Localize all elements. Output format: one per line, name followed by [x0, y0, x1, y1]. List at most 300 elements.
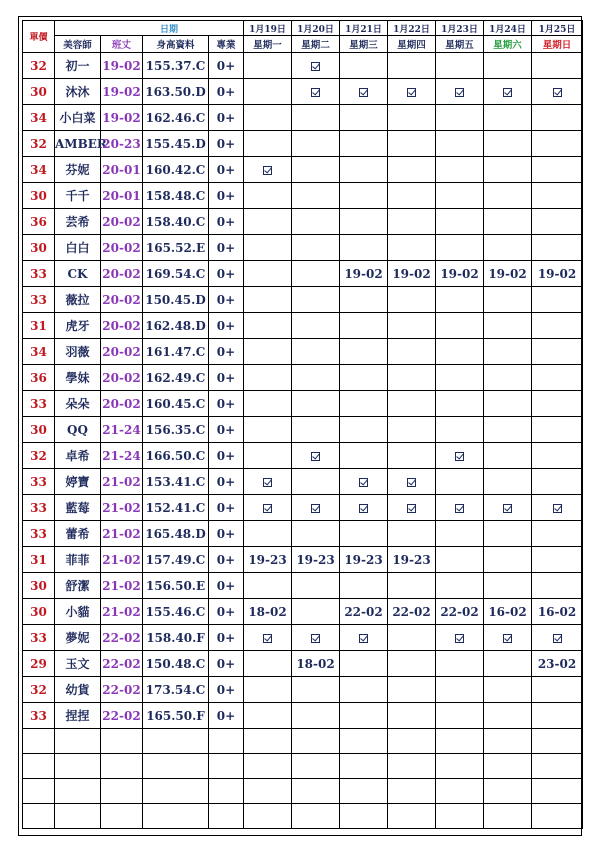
day-cell — [340, 677, 388, 703]
day-cell — [244, 131, 292, 157]
table-row — [23, 157, 583, 183]
empty-cell — [101, 804, 143, 829]
empty-cell — [292, 729, 340, 754]
beautician-name: 學妹 — [55, 365, 101, 391]
price-cell: 32 — [23, 53, 55, 79]
day-cell — [436, 625, 484, 651]
day-cell — [244, 677, 292, 703]
header-weekday: 星期四 — [388, 36, 436, 53]
empty-cell — [244, 804, 292, 829]
table-row — [23, 79, 583, 105]
empty-cell — [484, 729, 532, 754]
pro-cell: 0+ — [209, 183, 244, 209]
day-cell — [532, 105, 583, 131]
empty-cell — [532, 754, 583, 779]
shift-cell: 22-02 — [101, 677, 143, 703]
empty-cell — [23, 754, 55, 779]
beautician-name: 玉文 — [55, 651, 101, 677]
day-cell — [388, 313, 436, 339]
day-cell — [484, 469, 532, 495]
day-cell — [436, 313, 484, 339]
empty-cell — [55, 754, 101, 779]
body-info-cell: 150.45.D — [143, 287, 209, 313]
day-cell — [484, 495, 532, 521]
beautician-name: 小貓 — [55, 599, 101, 625]
shift-cell: 20-23 — [101, 131, 143, 157]
checkbox-checked-icon — [455, 634, 464, 643]
day-cell — [532, 573, 583, 599]
day-cell — [436, 183, 484, 209]
price-cell: 33 — [23, 521, 55, 547]
checkbox-checked-icon — [407, 88, 416, 97]
day-cell — [244, 573, 292, 599]
pro-cell: 0+ — [209, 287, 244, 313]
table-row — [23, 703, 583, 729]
body-info-cell: 173.54.C — [143, 677, 209, 703]
day-cell — [244, 287, 292, 313]
day-cell — [244, 391, 292, 417]
shift-cell: 20-02 — [101, 209, 143, 235]
pro-cell: 0+ — [209, 391, 244, 417]
checkbox-checked-icon — [359, 88, 368, 97]
pro-cell: 0+ — [209, 79, 244, 105]
header-weekday: 星期二 — [292, 36, 340, 53]
day-cell — [388, 157, 436, 183]
beautician-name: CK — [55, 261, 101, 287]
day-cell — [532, 53, 583, 79]
checkbox-checked-icon — [455, 504, 464, 513]
shift-cell: 21-02 — [101, 573, 143, 599]
day-cell — [532, 157, 583, 183]
beautician-name: 菲菲 — [55, 547, 101, 573]
beautician-name: 初一 — [55, 53, 101, 79]
checkbox-checked-icon — [455, 88, 464, 97]
schedule-table — [22, 20, 583, 829]
beautician-name: 小白菜 — [55, 105, 101, 131]
day-cell: 16-02 — [532, 599, 583, 625]
header-row-columns — [23, 36, 583, 53]
empty-cell — [209, 779, 244, 804]
day-cell — [244, 105, 292, 131]
table-row — [23, 651, 583, 677]
price-cell: 30 — [23, 79, 55, 105]
day-cell — [436, 131, 484, 157]
header-date: 1月19日 — [244, 21, 292, 36]
empty-cell — [532, 804, 583, 829]
header-weekday-saturday: 星期六 — [484, 36, 532, 53]
day-cell — [340, 651, 388, 677]
price-cell: 30 — [23, 235, 55, 261]
day-cell — [484, 625, 532, 651]
day-cell — [292, 131, 340, 157]
header-date: 1月25日 — [532, 21, 583, 36]
day-cell: 16-02 — [484, 599, 532, 625]
body-info-cell: 166.50.C — [143, 443, 209, 469]
empty-cell — [340, 729, 388, 754]
day-cell — [436, 521, 484, 547]
table-row — [23, 365, 583, 391]
body-info-cell: 169.54.C — [143, 261, 209, 287]
pro-cell: 0+ — [209, 105, 244, 131]
day-cell — [484, 79, 532, 105]
empty-cell — [244, 779, 292, 804]
day-cell: 18-02 — [292, 651, 340, 677]
day-cell — [484, 131, 532, 157]
pro-cell: 0+ — [209, 469, 244, 495]
checkbox-checked-icon — [311, 452, 320, 461]
empty-cell — [388, 779, 436, 804]
empty-cell — [388, 754, 436, 779]
day-cell — [484, 651, 532, 677]
day-cell — [532, 313, 583, 339]
body-info-cell: 162.48.D — [143, 313, 209, 339]
day-cell — [436, 495, 484, 521]
day-cell — [388, 625, 436, 651]
price-cell: 34 — [23, 339, 55, 365]
pro-cell: 0+ — [209, 573, 244, 599]
day-cell: 22-02 — [340, 599, 388, 625]
day-cell — [244, 703, 292, 729]
day-cell — [340, 339, 388, 365]
price-cell: 30 — [23, 417, 55, 443]
day-cell — [340, 131, 388, 157]
day-cell — [340, 157, 388, 183]
beautician-name: 夢妮 — [55, 625, 101, 651]
header-date: 1月24日 — [484, 21, 532, 36]
day-cell — [388, 469, 436, 495]
pro-cell: 0+ — [209, 651, 244, 677]
pro-cell: 0+ — [209, 677, 244, 703]
empty-cell — [209, 804, 244, 829]
day-cell — [436, 391, 484, 417]
body-info-cell: 165.48.D — [143, 521, 209, 547]
pro-cell: 0+ — [209, 209, 244, 235]
day-cell — [244, 651, 292, 677]
day-cell — [532, 521, 583, 547]
day-cell — [244, 443, 292, 469]
day-cell — [436, 287, 484, 313]
checkbox-checked-icon — [553, 634, 562, 643]
beautician-name: 千千 — [55, 183, 101, 209]
day-cell — [292, 365, 340, 391]
day-cell: 19-23 — [292, 547, 340, 573]
day-cell — [388, 365, 436, 391]
day-cell — [244, 417, 292, 443]
empty-cell — [143, 754, 209, 779]
header-weekday-sunday: 星期日 — [532, 36, 583, 53]
day-cell: 19-23 — [340, 547, 388, 573]
shift-cell: 21-02 — [101, 495, 143, 521]
pro-cell: 0+ — [209, 235, 244, 261]
day-cell — [484, 573, 532, 599]
table-row — [23, 339, 583, 365]
day-cell — [532, 495, 583, 521]
table-row — [23, 287, 583, 313]
empty-cell — [292, 804, 340, 829]
day-cell — [244, 53, 292, 79]
day-cell — [244, 157, 292, 183]
day-cell — [292, 469, 340, 495]
day-cell — [436, 235, 484, 261]
table-row — [23, 573, 583, 599]
empty-cell — [340, 754, 388, 779]
header-date: 1月22日 — [388, 21, 436, 36]
day-cell — [388, 339, 436, 365]
price-cell: 30 — [23, 599, 55, 625]
day-cell — [340, 79, 388, 105]
checkbox-checked-icon — [263, 166, 272, 175]
price-cell: 33 — [23, 261, 55, 287]
header-beautician: 美容師 — [55, 36, 101, 53]
checkbox-checked-icon — [407, 504, 416, 513]
day-cell — [292, 521, 340, 547]
empty-cell — [484, 804, 532, 829]
shift-cell: 20-02 — [101, 235, 143, 261]
beautician-name: 芬妮 — [55, 157, 101, 183]
price-cell: 36 — [23, 209, 55, 235]
day-cell — [388, 105, 436, 131]
pro-cell: 0+ — [209, 521, 244, 547]
checkbox-checked-icon — [359, 504, 368, 513]
empty-cell — [55, 779, 101, 804]
empty-cell — [55, 804, 101, 829]
day-cell — [532, 131, 583, 157]
day-cell — [340, 235, 388, 261]
empty-cell — [340, 779, 388, 804]
pro-cell: 0+ — [209, 339, 244, 365]
day-cell — [292, 573, 340, 599]
body-info-cell: 161.47.C — [143, 339, 209, 365]
table-row — [23, 391, 583, 417]
beautician-name: AMBER — [55, 131, 101, 157]
shift-cell: 20-01 — [101, 157, 143, 183]
shift-cell: 20-02 — [101, 313, 143, 339]
checkbox-checked-icon — [503, 504, 512, 513]
day-cell — [340, 53, 388, 79]
day-cell — [292, 677, 340, 703]
header-shift: 班丈 — [101, 36, 143, 53]
day-cell — [484, 443, 532, 469]
day-cell — [484, 209, 532, 235]
price-cell: 31 — [23, 547, 55, 573]
checkbox-checked-icon — [359, 634, 368, 643]
checkbox-checked-icon — [311, 62, 320, 71]
day-cell — [532, 625, 583, 651]
empty-cell — [292, 779, 340, 804]
empty-cell — [55, 729, 101, 754]
day-cell — [292, 443, 340, 469]
price-cell: 33 — [23, 495, 55, 521]
header-date: 1月23日 — [436, 21, 484, 36]
day-cell — [436, 417, 484, 443]
day-cell — [532, 677, 583, 703]
shift-cell: 19-02 — [101, 53, 143, 79]
day-cell — [484, 105, 532, 131]
header-weekday: 星期五 — [436, 36, 484, 53]
shift-cell: 21-02 — [101, 599, 143, 625]
day-cell — [532, 339, 583, 365]
day-cell — [388, 677, 436, 703]
day-cell — [388, 495, 436, 521]
empty-cell — [244, 729, 292, 754]
checkbox-checked-icon — [553, 88, 562, 97]
day-cell — [244, 235, 292, 261]
day-cell: 19-02 — [340, 261, 388, 287]
day-cell — [532, 391, 583, 417]
checkbox-checked-icon — [359, 478, 368, 487]
day-cell — [436, 105, 484, 131]
pro-cell: 0+ — [209, 417, 244, 443]
beautician-name: 薇拉 — [55, 287, 101, 313]
empty-row — [23, 729, 583, 754]
price-cell: 30 — [23, 573, 55, 599]
table-row — [23, 261, 583, 287]
day-cell — [340, 443, 388, 469]
table-row — [23, 131, 583, 157]
price-cell: 32 — [23, 677, 55, 703]
day-cell: 19-02 — [436, 261, 484, 287]
table-row — [23, 677, 583, 703]
day-cell — [388, 703, 436, 729]
day-cell — [388, 443, 436, 469]
day-cell — [292, 235, 340, 261]
checkbox-checked-icon — [311, 504, 320, 513]
price-cell: 33 — [23, 391, 55, 417]
day-cell — [484, 183, 532, 209]
day-cell — [532, 547, 583, 573]
header-date-group: 日期 — [55, 21, 244, 36]
empty-cell — [292, 754, 340, 779]
day-cell — [292, 157, 340, 183]
day-cell — [244, 261, 292, 287]
day-cell — [340, 365, 388, 391]
day-cell — [436, 339, 484, 365]
day-cell — [532, 209, 583, 235]
day-cell — [484, 339, 532, 365]
shift-cell: 19-02 — [101, 105, 143, 131]
price-cell: 31 — [23, 313, 55, 339]
day-cell — [484, 677, 532, 703]
day-cell — [532, 469, 583, 495]
body-info-cell: 155.37.C — [143, 53, 209, 79]
empty-cell — [388, 729, 436, 754]
day-cell — [532, 365, 583, 391]
price-cell: 34 — [23, 157, 55, 183]
header-price: 單價 — [23, 21, 55, 53]
empty-cell — [101, 754, 143, 779]
body-info-cell: 165.52.E — [143, 235, 209, 261]
body-info-cell: 160.42.C — [143, 157, 209, 183]
beautician-name: QQ — [55, 417, 101, 443]
pro-cell: 0+ — [209, 313, 244, 339]
body-info-cell: 150.48.C — [143, 651, 209, 677]
day-cell — [292, 313, 340, 339]
day-cell — [388, 79, 436, 105]
body-info-cell: 158.40.C — [143, 209, 209, 235]
table-row — [23, 183, 583, 209]
day-cell — [244, 313, 292, 339]
day-cell — [388, 131, 436, 157]
checkbox-checked-icon — [263, 478, 272, 487]
header-body-info: 身高資料 — [143, 36, 209, 53]
empty-cell — [101, 779, 143, 804]
day-cell — [244, 365, 292, 391]
beautician-name: 沐沐 — [55, 79, 101, 105]
pro-cell: 0+ — [209, 625, 244, 651]
header-pro: 專業 — [209, 36, 244, 53]
day-cell — [436, 573, 484, 599]
table-row — [23, 313, 583, 339]
pro-cell: 0+ — [209, 703, 244, 729]
beautician-name: 白白 — [55, 235, 101, 261]
day-cell — [292, 183, 340, 209]
day-cell — [436, 469, 484, 495]
shift-cell: 21-24 — [101, 443, 143, 469]
day-cell — [340, 417, 388, 443]
price-cell: 32 — [23, 131, 55, 157]
beautician-name: 捏捏 — [55, 703, 101, 729]
pro-cell: 0+ — [209, 53, 244, 79]
body-info-cell: 160.45.C — [143, 391, 209, 417]
table-row — [23, 547, 583, 573]
day-cell: 19-23 — [388, 547, 436, 573]
day-cell — [292, 261, 340, 287]
header-date: 1月20日 — [292, 21, 340, 36]
header-date: 1月21日 — [340, 21, 388, 36]
day-cell — [244, 183, 292, 209]
day-cell: 19-02 — [484, 261, 532, 287]
shift-cell: 21-24 — [101, 417, 143, 443]
empty-cell — [244, 754, 292, 779]
day-cell — [436, 651, 484, 677]
day-cell — [388, 417, 436, 443]
empty-row — [23, 779, 583, 804]
day-cell — [292, 391, 340, 417]
empty-cell — [388, 804, 436, 829]
empty-cell — [23, 804, 55, 829]
day-cell — [292, 417, 340, 443]
day-cell — [244, 625, 292, 651]
empty-cell — [436, 804, 484, 829]
beautician-name: 蕾希 — [55, 521, 101, 547]
empty-row — [23, 804, 583, 829]
empty-cell — [484, 754, 532, 779]
day-cell — [484, 391, 532, 417]
day-cell — [436, 79, 484, 105]
shift-cell: 21-02 — [101, 521, 143, 547]
day-cell — [244, 469, 292, 495]
empty-cell — [436, 779, 484, 804]
day-cell: 22-02 — [388, 599, 436, 625]
day-cell — [388, 651, 436, 677]
empty-cell — [532, 779, 583, 804]
pro-cell: 0+ — [209, 599, 244, 625]
pro-cell: 0+ — [209, 157, 244, 183]
day-cell — [532, 287, 583, 313]
beautician-name: 藍莓 — [55, 495, 101, 521]
day-cell — [532, 703, 583, 729]
table-row — [23, 209, 583, 235]
price-cell: 33 — [23, 703, 55, 729]
header-weekday: 星期三 — [340, 36, 388, 53]
beautician-name: 羽薇 — [55, 339, 101, 365]
day-cell — [484, 157, 532, 183]
checkbox-checked-icon — [455, 452, 464, 461]
price-cell: 36 — [23, 365, 55, 391]
body-info-cell: 158.40.F — [143, 625, 209, 651]
day-cell — [532, 183, 583, 209]
day-cell — [484, 287, 532, 313]
